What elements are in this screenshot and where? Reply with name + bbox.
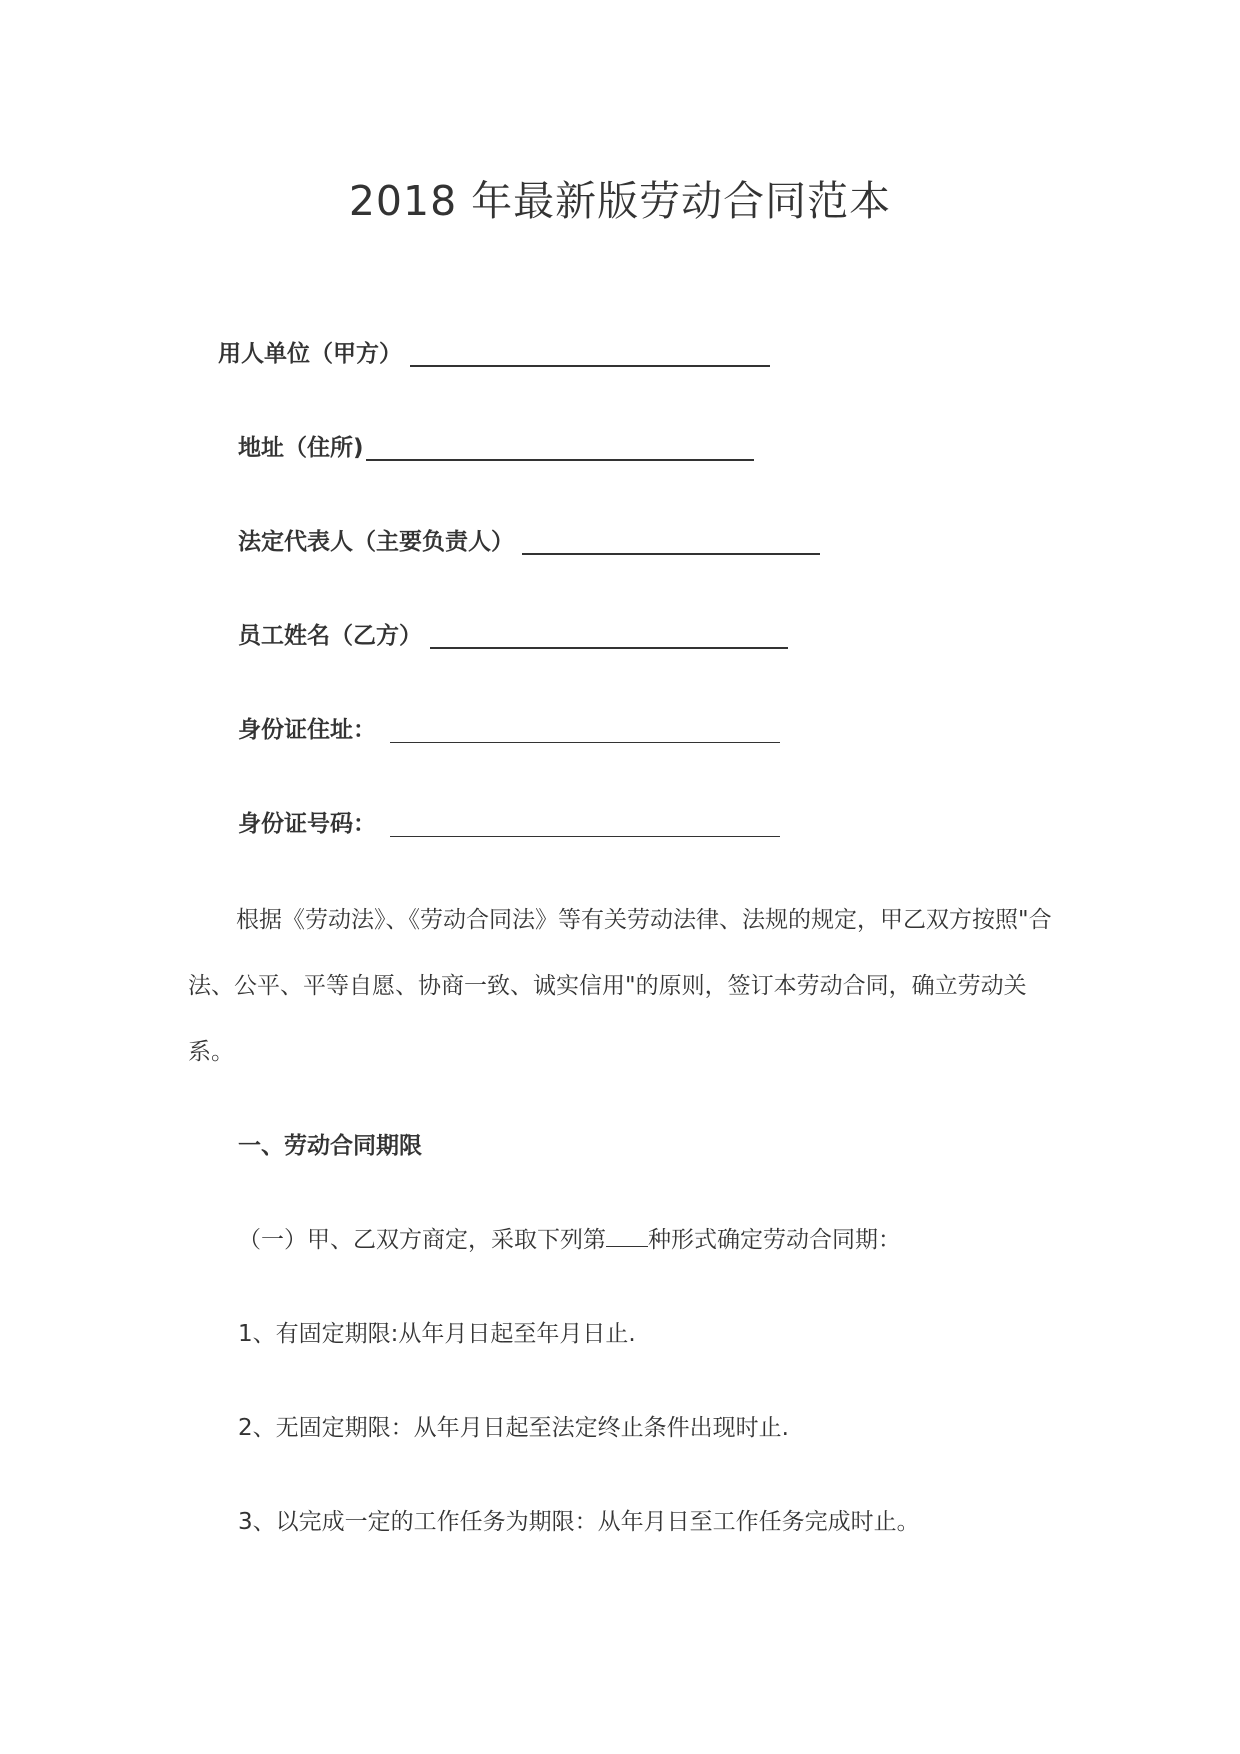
employer-label: 用人单位（甲方）: [218, 341, 402, 367]
legal-rep-field: [238, 524, 820, 560]
id-number-field: [238, 806, 780, 842]
clause-1: [238, 1222, 901, 1258]
id-address-label: 身份证住址：: [238, 717, 376, 743]
section-heading: 一、劳动合同期限: [238, 1133, 422, 1159]
clause-1-suffix: 种形式确定劳动合同期：: [648, 1227, 901, 1253]
document-title: 2018 年最新版劳动合同范本: [348, 177, 892, 225]
clause-1-prefix: （一）甲、乙双方商定，采取下列第: [238, 1227, 606, 1253]
list-item: 2、无固定期限：从年月日起至法定终止条件出现时止.: [238, 1415, 789, 1441]
employee-name-field: [238, 618, 788, 654]
employee-name-label: 员工姓名（乙方）: [238, 623, 422, 649]
id-number-label: 身份证号码：: [238, 811, 376, 837]
id-address-blank[interactable]: [390, 714, 780, 743]
legal-rep-label: 法定代表人（主要负责人）: [238, 529, 514, 555]
address-blank[interactable]: [366, 431, 754, 461]
employee-name-blank[interactable]: [430, 619, 788, 649]
id-number-blank[interactable]: [390, 808, 780, 837]
list-item: 3、以完成一定的工作任务为期限：从年月日至工作任务完成时止。: [238, 1509, 920, 1535]
id-address-field: [238, 712, 780, 748]
legal-rep-blank[interactable]: [522, 525, 820, 555]
intro-paragraph: 根据《劳动法》、《劳动合同法》等有关劳动法律、法规的规定，甲乙双方按照"合法、公平、平等自愿、协商一致、诚实信用"的原则，签订本劳动合同，确立劳动关系。: [188, 907, 1052, 1065]
address-field: [238, 430, 754, 466]
list-item: 1、有固定期限:从年月日起至年月日止.: [238, 1321, 636, 1347]
employer-field: [218, 336, 770, 372]
employer-blank[interactable]: [410, 337, 770, 367]
address-label: 地址（住所): [238, 435, 364, 461]
clause-1-blank[interactable]: [606, 1222, 648, 1247]
